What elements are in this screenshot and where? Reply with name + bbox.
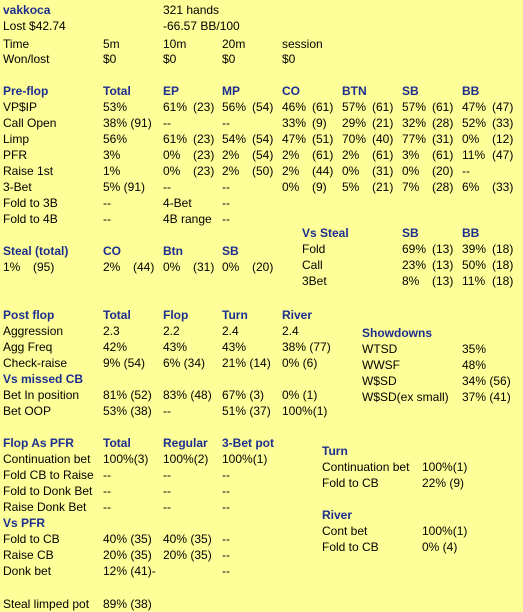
missed-cb-cell: 51% (37) [222,404,271,418]
preflop-cell: 47% [462,100,487,114]
preflop-cell: 77% [402,132,427,146]
preflop-cell: 61% [163,100,188,114]
preflop-row-label: PFR [3,148,27,162]
preflop-row-label: Call Open [3,116,57,130]
preflop-cell: (33) [492,116,514,130]
preflop-cell: 3% [103,148,121,162]
preflop-cell: 0% [163,164,181,178]
period-20m: 20m [222,37,246,51]
preflop-cell: (54) [252,132,274,146]
wonlost-5m: $0 [103,52,117,66]
steal-co-count: (44) [133,260,155,274]
preflop-cell: (54) [252,100,274,114]
preflop-cell: 2% [222,164,240,178]
preflop-cell: 2% [222,148,240,162]
missed-cb-cell: 67% (3) [222,388,265,402]
missed-cb-cell: 0% (1) [282,388,318,402]
preflop-row-label: Limp [3,132,30,146]
vs-steal-cell: (13) [432,242,454,256]
preflop-cell: 56% [222,100,247,114]
preflop-row-label: VP$IP [3,100,38,114]
preflop-cell: -- [222,180,230,194]
vs-steal-cell: 11% [462,274,486,288]
vs-pfr-row-label: Raise CB [3,548,54,562]
vs-pfr-cell: 40% (35) [103,532,152,546]
flop-pfr-cell: -- [103,484,111,498]
preflop-cell: -- [163,180,171,194]
steal-sb-count: (20) [252,260,274,274]
preflop-col-mp: MP [222,84,240,98]
postflop-cell: 43% [222,340,247,354]
flop-pfr-row-label: Continuation bet [3,452,91,466]
steal-col-co: CO [103,244,121,258]
turn-title: Turn [322,444,348,458]
showdown-row-value: 35% [462,342,487,356]
vs-pfr-cell: 12% (41)- [103,564,156,578]
flop-pfr-cell: -- [103,500,111,514]
time-label: Time [3,37,30,51]
flop-pfr-title: Flop As PFR [3,436,74,450]
postflop-cell: 2.2 [163,324,180,338]
vs-pfr-row-label: Donk bet [3,564,52,578]
river-row-value: 0% (4) [422,540,458,554]
river-row-label: Fold to CB [322,540,379,554]
preflop-cell: 2% [282,164,300,178]
showdown-row-value: 34% (56) [462,374,511,388]
preflop-cell: (50) [252,164,274,178]
preflop-col-co: CO [282,84,300,98]
flop-pfr-row-label: Raise Donk Bet [3,500,87,514]
preflop-cell: -- [163,116,171,130]
preflop-cell: 32% [402,116,427,130]
flop-pfr-row-label: Fold to Donk Bet [3,484,93,498]
period-session: session [282,37,323,51]
steal-btn-value: 0% [163,260,181,274]
preflop-cell: 4B range [163,212,212,226]
flop-pfr-cell: 100%(1) [222,452,268,466]
river-row-label: Cont bet [322,524,368,538]
postflop-row-label: Aggression [3,324,64,338]
preflop-row-label: Fold to 3B [3,196,58,210]
preflop-cell: -- [222,212,230,226]
preflop-cell: -- [222,116,230,130]
preflop-cell: 56% [103,132,128,146]
vs-pfr-title: Vs PFR [3,516,46,530]
steal-limped-label: Steal limped pot [3,597,90,611]
preflop-cell: (20) [432,164,454,178]
vs-pfr-cell: -- [222,564,230,578]
preflop-cell: 11% [462,148,486,162]
postflop-cell: 21% (14) [222,356,271,370]
wonlost-10m: $0 [163,52,177,66]
preflop-cell: (61) [372,148,394,162]
preflop-cell: 70% [342,132,367,146]
vs-steal-cell: (13) [432,258,454,272]
vs-steal-row-label: 3Bet [302,274,327,288]
flop-pfr-cell: -- [163,484,171,498]
river-title: River [322,508,353,522]
preflop-cell: 7% [402,180,420,194]
postflop-cell: 38% (77) [282,340,331,354]
preflop-cell: -- [462,164,470,178]
vs-steal-cell: (18) [492,242,514,256]
preflop-cell: -- [103,196,111,210]
preflop-cell: 33% [282,116,307,130]
vs-steal-cell: (18) [492,258,514,272]
preflop-cell: 53% [103,100,128,114]
preflop-cell: (61) [432,148,454,162]
preflop-row-label: 3-Bet [3,180,32,194]
preflop-col-bb: BB [462,84,480,98]
postflop-col-total: Total [103,308,131,322]
preflop-col-ep: EP [163,84,180,98]
preflop-row-label: Fold to 4B [3,212,58,226]
flop-pfr-cell: -- [103,468,111,482]
postflop-cell: 2.4 [222,324,239,338]
vs-pfr-row-label: Fold to CB [3,532,60,546]
flop-pfr-cell: -- [222,468,230,482]
postflop-row-label: Agg Freq [3,340,53,354]
showdown-row-label: WWSF [362,358,400,372]
vs-steal-col-bb: BB [462,226,480,240]
preflop-cell: (47) [492,148,514,162]
flop-pfr-cell: -- [222,484,230,498]
preflop-cell: 1% [103,164,121,178]
vs-pfr-cell: 20% (35) [163,548,212,562]
flop-pfr-col-3bet: 3-Bet pot [222,436,274,450]
postflop-row-label: Check-raise [3,356,68,370]
steal-col-sb: SB [222,244,239,258]
period-5m: 5m [103,37,120,51]
postflop-cell: 42% [103,340,128,354]
postflop-cell: 6% (34) [163,356,206,370]
preflop-cell: 52% [462,116,487,130]
vs-pfr-cell: -- [222,548,230,562]
preflop-cell: (21) [372,180,394,194]
wonlost-session: $0 [282,52,296,66]
preflop-cell: 5% [342,180,360,194]
wonlost-20m: $0 [222,52,236,66]
flop-pfr-cell: 100%(3) [103,452,149,466]
preflop-cell: (61) [432,100,454,114]
preflop-cell: (21) [372,116,394,130]
preflop-cell: 0% [342,164,360,178]
preflop-row-label: Raise 1st [3,164,54,178]
preflop-cell: 4-Bet [163,196,192,210]
preflop-cell: (61) [312,100,334,114]
preflop-title: Pre-flop [3,84,49,98]
vs-steal-cell: 23% [402,258,427,272]
preflop-cell: 0% [163,148,181,162]
preflop-cell: (23) [193,132,215,146]
preflop-col-total: Total [103,84,131,98]
vs-pfr-cell: 20% (35) [103,548,152,562]
preflop-cell: (31) [372,164,394,178]
preflop-cell: (9) [312,116,327,130]
preflop-cell: -- [222,196,230,210]
vs-steal-cell: 69% [402,242,427,256]
preflop-cell: 6% [462,180,480,194]
flop-pfr-col-regular: Regular [163,436,208,450]
flop-pfr-col-total: Total [103,436,131,450]
preflop-cell: (23) [193,100,215,114]
missed-cb-row-label: Bet In position [3,388,80,402]
missed-cb-cell: 81% (52) [103,388,152,402]
postflop-title: Post flop [3,308,55,322]
steal-sb-value: 0% [222,260,240,274]
postflop-cell: 0% (6) [282,356,318,370]
preflop-cell: 61% [163,132,188,146]
bb-rate: -66.57 BB/100 [163,19,240,33]
missed-cb-title: Vs missed CB [3,372,84,386]
vs-steal-row-label: Call [302,258,323,272]
turn-row-value: 100%(1) [422,460,468,474]
steal-limped-value: 89% (38) [103,597,152,611]
steal-col-btn: Btn [163,244,183,258]
period-10m: 10m [163,37,187,51]
turn-row-value: 22% (9) [422,476,465,490]
preflop-cell: 0% [462,132,480,146]
preflop-cell: 54% [222,132,247,146]
preflop-cell: 2% [282,148,300,162]
flop-pfr-cell: 100%(2) [163,452,209,466]
result: Lost $42.74 [3,19,66,33]
preflop-cell: (61) [372,100,394,114]
preflop-cell: 38% (91) [103,116,152,130]
steal-btn-count: (31) [193,260,215,274]
turn-row-label: Fold to CB [322,476,379,490]
postflop-cell: 2.3 [103,324,120,338]
preflop-cell: (23) [193,164,215,178]
vs-steal-cell: (18) [492,274,514,288]
preflop-cell: (23) [193,148,215,162]
preflop-cell: 57% [402,100,427,114]
preflop-cell: (40) [372,132,394,146]
wonlost-label: Won/lost [3,52,50,66]
postflop-cell: 43% [163,340,188,354]
vs-steal-cell: 39% [462,242,487,256]
postflop-cell: 2.4 [282,324,299,338]
preflop-cell: 0% [282,180,300,194]
missed-cb-row-label: Bet OOP [3,404,52,418]
preflop-cell: (54) [252,148,274,162]
river-row-value: 100%(1) [422,524,468,538]
preflop-cell: (44) [312,164,334,178]
preflop-cell: (33) [492,180,514,194]
showdown-row-label: WTSD [362,342,398,356]
missed-cb-cell: 83% (48) [163,388,212,402]
preflop-cell: (28) [432,180,454,194]
missed-cb-cell: 100%(1) [282,404,328,418]
vs-steal-title: Vs Steal [302,226,349,240]
preflop-cell: (12) [492,132,514,146]
showdown-row-label: W$SD [362,374,397,388]
preflop-cell: (28) [432,116,454,130]
preflop-cell: 2% [342,148,360,162]
preflop-cell: (31) [432,132,454,146]
postflop-col-river: River [282,308,313,322]
flop-pfr-cell: -- [163,500,171,514]
preflop-cell: 47% [282,132,307,146]
preflop-cell: 0% [402,164,420,178]
hands-count: 321 hands [163,3,220,17]
preflop-cell: (51) [312,132,334,146]
vs-steal-cell: (13) [432,274,454,288]
vs-pfr-cell: 40% (35) [163,532,212,546]
vs-pfr-cell: -- [222,532,230,546]
vs-steal-col-sb: SB [402,226,419,240]
turn-row-label: Continuation bet [322,460,410,474]
preflop-cell: (47) [492,100,514,114]
postflop-col-flop: Flop [163,308,189,322]
vs-steal-cell: 50% [462,258,487,272]
missed-cb-cell: 53% (38) [103,404,152,418]
showdown-row-value: 48% [462,358,487,372]
steal-total-count: (95) [33,260,55,274]
preflop-col-sb: SB [402,84,419,98]
preflop-cell: (61) [312,148,334,162]
missed-cb-cell: -- [163,404,171,418]
postflop-col-turn: Turn [222,308,248,322]
preflop-cell: 5% (91) [103,180,146,194]
flop-pfr-row-label: Fold CB to Raise [3,468,94,482]
steal-total-value: 1% [3,260,21,274]
vs-steal-cell: 8% [402,274,420,288]
flop-pfr-cell: -- [163,468,171,482]
steal-title: Steal (total) [3,244,69,258]
preflop-cell: 57% [342,100,367,114]
preflop-cell: -- [103,212,111,226]
preflop-col-btn: BTN [342,84,367,98]
showdown-row-label: W$SD(ex small) [362,390,449,404]
showdown-row-value: 37% (41) [462,390,511,404]
preflop-cell: 29% [342,116,367,130]
steal-co-value: 2% [103,260,121,274]
player-name: vakkoca [3,3,51,17]
postflop-cell: 9% (54) [103,356,146,370]
vs-steal-row-label: Fold [302,242,326,256]
flop-pfr-cell: -- [222,500,230,514]
showdowns-title: Showdowns [362,326,432,340]
preflop-cell: (9) [312,180,327,194]
preflop-cell: 46% [282,100,307,114]
preflop-cell: 3% [402,148,420,162]
